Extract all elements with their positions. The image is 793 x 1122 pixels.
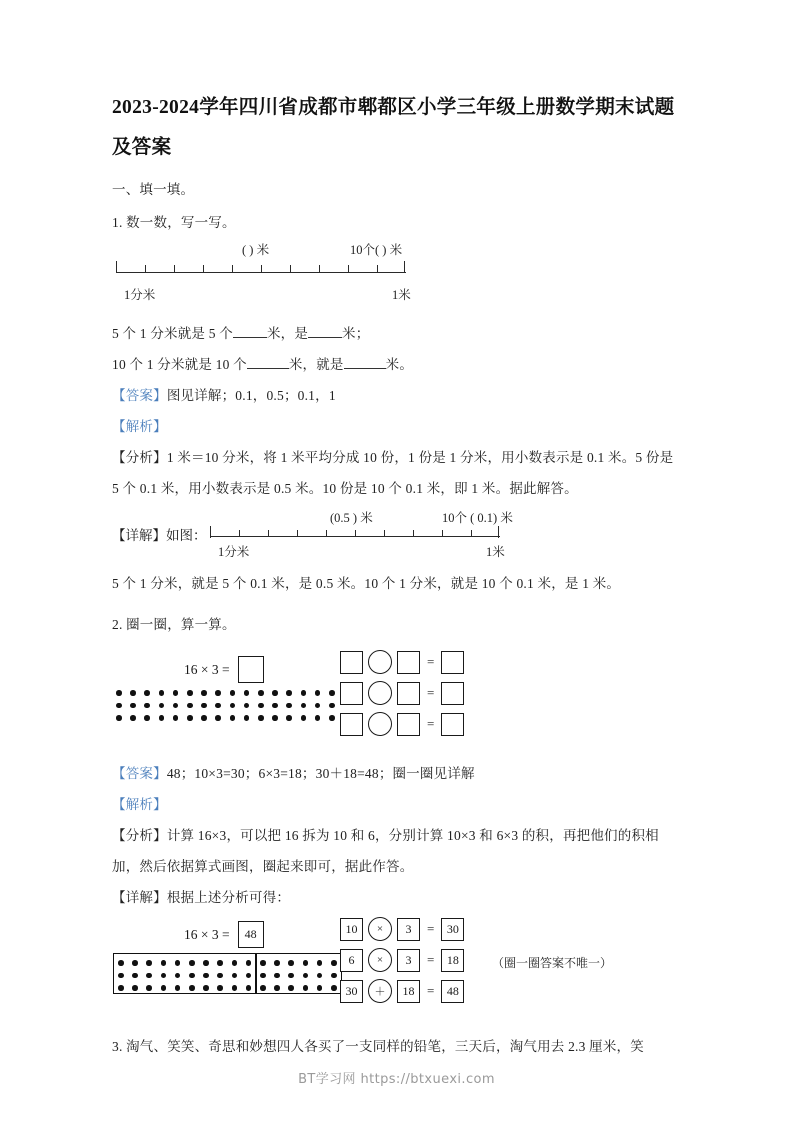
dot bbox=[286, 690, 292, 696]
dot bbox=[201, 690, 207, 696]
seq0-operator-circle: × bbox=[368, 917, 392, 941]
ruler-tick-2 bbox=[174, 265, 175, 272]
detail-prefix-text: 如图： bbox=[166, 528, 207, 543]
ruler-tick-0 bbox=[116, 261, 117, 273]
eq2-result[interactable] bbox=[441, 713, 464, 736]
eq1-operand-b[interactable] bbox=[397, 682, 420, 705]
question-3-prompt: 3. 淘气、笑笑、奇思和妙想四人各买了一支同样的铅笔，三天后，淘气用去 2.3 厘米，笑 bbox=[112, 1039, 644, 1054]
dot bbox=[159, 715, 165, 721]
dot bbox=[116, 703, 122, 709]
answer-label-2: 【答案】 bbox=[112, 766, 167, 781]
detail-prefix-1 bbox=[112, 524, 207, 544]
dot bbox=[244, 703, 250, 709]
ruler-baseline bbox=[116, 272, 406, 273]
dot bbox=[286, 715, 292, 721]
dot bbox=[201, 715, 207, 721]
dot bbox=[130, 703, 136, 709]
dot bbox=[272, 715, 278, 721]
dot bbox=[144, 715, 150, 721]
question-1-ruler-diagram bbox=[112, 243, 682, 308]
question-2-solved-expression-text: 16 × 3 = bbox=[184, 926, 230, 942]
solved-ruler-tick-4 bbox=[326, 530, 327, 537]
dot bbox=[215, 703, 221, 709]
dot bbox=[230, 703, 236, 709]
question-1-answer bbox=[112, 380, 682, 411]
dot bbox=[230, 690, 236, 696]
solved-ruler-tick-7 bbox=[413, 530, 414, 537]
detail-label-2: 【详解】 bbox=[112, 890, 167, 905]
question-2-note: （圈一圈答案不唯一） bbox=[492, 956, 613, 970]
dot bbox=[130, 690, 136, 696]
fill-2-text-a: 10 个 1 分米就是 10 个 bbox=[112, 357, 247, 372]
ruler-tick-10 bbox=[404, 261, 405, 273]
ruler-wrap bbox=[112, 243, 682, 302]
ruler-label-full: 10个( ) 米 bbox=[350, 243, 403, 257]
solved-ruler-caption-meter: 1米 bbox=[486, 545, 505, 559]
question-1-analysis-header bbox=[112, 411, 682, 442]
dot bbox=[215, 715, 221, 721]
dot bbox=[187, 690, 193, 696]
fill-2-text-b: 米，就是 bbox=[288, 357, 344, 372]
question-2-expression bbox=[184, 656, 264, 683]
question-1-fill-line-2 bbox=[112, 349, 682, 380]
fill-1-text-a: 5 个 1 分米就是 5 个 bbox=[112, 326, 233, 341]
solved-ruler-label-half: (0.5 ) 米 bbox=[330, 511, 373, 525]
question-2-blank-equation-row-1 bbox=[340, 681, 464, 705]
dot bbox=[173, 690, 179, 696]
eq0-operator-circle[interactable] bbox=[368, 650, 392, 674]
dot bbox=[258, 703, 264, 709]
seq2-operator-circle: ＋ bbox=[368, 979, 392, 1003]
analysis-header-label: 【解析】 bbox=[112, 419, 167, 434]
dot bbox=[173, 715, 179, 721]
question-1-analysis-text: 1 米＝10 分米，将 1 米平均分成 10 份，1 份是 1 分米，用小数表示是 0.1 米。5 份是 5 个 0.1 米，用小数表示是 0.5 米。10 份是 10 个 0.1 米，即 1 米。据此解答。 bbox=[112, 450, 674, 496]
dot bbox=[272, 703, 278, 709]
dot bbox=[159, 703, 165, 709]
fill-1-text-b: 米，是 bbox=[266, 326, 309, 341]
solved-ruler-tick-2 bbox=[268, 530, 269, 537]
seq2-result: 48 bbox=[441, 980, 464, 1003]
question-2-blank-equation-row-0 bbox=[340, 650, 464, 674]
eq1-result[interactable] bbox=[441, 682, 464, 705]
dot bbox=[329, 715, 335, 721]
eq1-operator-circle[interactable] bbox=[368, 681, 392, 705]
eq1-equals-sign: = bbox=[427, 685, 435, 700]
dot bbox=[258, 715, 264, 721]
seq2-operand-a: 30 bbox=[340, 980, 363, 1003]
fill-1-text-c: 米； bbox=[342, 326, 370, 341]
solved-ruler-caption-decimeter: 1分米 bbox=[218, 545, 250, 559]
question-1-answer-text: 图见详解；0.1，0.5；0.1，1 bbox=[166, 388, 336, 403]
ruler-tick-5 bbox=[261, 265, 262, 272]
dot bbox=[215, 690, 221, 696]
question-2-answer bbox=[112, 758, 682, 789]
eq0-equals-sign: = bbox=[427, 654, 435, 669]
question-1-fill-line-1 bbox=[112, 318, 682, 349]
footer-watermark: BT学习网 https://btxuexi.com bbox=[298, 1072, 495, 1087]
solved-ruler-tick-5 bbox=[355, 530, 356, 537]
eq0-operand-a[interactable] bbox=[340, 651, 363, 674]
question-2-answer-text: 48；10×3=30；6×3=18；30＋18=48；圈一圈见详解 bbox=[166, 766, 475, 781]
ruler-caption-decimeter: 1分米 bbox=[124, 288, 156, 302]
eq2-operator-circle[interactable] bbox=[368, 712, 392, 736]
question-2-analysis bbox=[112, 820, 682, 882]
dot bbox=[230, 715, 236, 721]
dot bbox=[315, 703, 321, 709]
seq1-operand-b: 3 bbox=[397, 949, 420, 972]
analysis-label: 【分析】 bbox=[112, 450, 167, 465]
eq2-operand-a[interactable] bbox=[340, 713, 363, 736]
seq2-equals-sign: = bbox=[427, 983, 435, 998]
fill-2-blank-a[interactable] bbox=[247, 368, 289, 369]
dot bbox=[244, 715, 250, 721]
question-2-detail-text: 根据上述分析可得： bbox=[166, 890, 291, 905]
dot bbox=[201, 703, 207, 709]
fill-2-blank-b[interactable] bbox=[344, 368, 386, 369]
solved-ruler-tick-0 bbox=[210, 526, 211, 538]
solved-ruler-tick-1 bbox=[239, 530, 240, 537]
eq2-operand-b[interactable] bbox=[397, 713, 420, 736]
seq0-equals-sign: = bbox=[427, 921, 435, 936]
dot bbox=[272, 690, 278, 696]
eq2-equals-sign: = bbox=[427, 716, 435, 731]
ruler-tick-3 bbox=[203, 265, 204, 272]
detail-label: 【详解】 bbox=[112, 528, 166, 543]
question-2-analysis-text: 计算 16×3，可以把 16 拆为 10 和 6，分别计算 10×3 和 6×3 的积，再把他们的积相加，然后依据算式画图，圈起来即可，据此作答。 bbox=[112, 828, 659, 874]
dot bbox=[286, 703, 292, 709]
seq1-operator-circle: × bbox=[368, 948, 392, 972]
solved-ruler-tick-6 bbox=[384, 530, 385, 537]
question-2-solved-equation-row-2 bbox=[340, 979, 464, 1003]
question-2-detail bbox=[112, 882, 682, 913]
solved-ruler-tick-8 bbox=[442, 530, 443, 537]
document-content bbox=[112, 88, 682, 1062]
analysis-label-2: 【分析】 bbox=[112, 828, 167, 843]
seq1-equals-sign: = bbox=[427, 952, 435, 967]
answer-label: 【答案】 bbox=[112, 388, 167, 403]
solved-ruler-tick-9 bbox=[471, 530, 472, 537]
question-2-solved-diagram bbox=[112, 917, 682, 1017]
dot bbox=[315, 715, 321, 721]
ruler-tick-1 bbox=[145, 265, 146, 272]
question-2-solved-equation-row-0 bbox=[340, 917, 464, 941]
ruler-tick-6 bbox=[290, 265, 291, 272]
dot bbox=[301, 690, 307, 696]
fill-1-blank-b[interactable] bbox=[308, 337, 342, 338]
dot bbox=[329, 703, 335, 709]
analysis-header-label-2: 【解析】 bbox=[112, 797, 167, 812]
dot bbox=[301, 703, 307, 709]
question-2-solved-result-box: 48 bbox=[238, 921, 264, 948]
dot bbox=[187, 703, 193, 709]
question-2-solved-equation-row-1 bbox=[340, 948, 464, 972]
dot bbox=[315, 690, 321, 696]
dot bbox=[301, 715, 307, 721]
ruler-tick-9 bbox=[377, 265, 378, 272]
dot bbox=[159, 690, 165, 696]
dot bbox=[258, 690, 264, 696]
section-heading: 一、填一填。 bbox=[112, 182, 195, 197]
dot bbox=[244, 690, 250, 696]
fill-2-text-c: 米。 bbox=[385, 357, 414, 372]
page-title: 2023-2024学年四川省成都市郫都区小学三年级上册数学期末试题及答案 bbox=[112, 97, 675, 158]
ruler-tick-8 bbox=[348, 265, 349, 272]
dot bbox=[116, 715, 122, 721]
question-1-detail-ruler-diagram bbox=[112, 506, 682, 562]
question-1-detail-text: 5 个 1 分米，就是 5 个 0.1 米，是 0.5 米。10 个 1 分米，就是 10 个 0.1 米，是 1 米。 bbox=[112, 576, 621, 591]
seq0-operand-a: 10 bbox=[340, 918, 363, 941]
question-2-analysis-header bbox=[112, 789, 682, 820]
eq0-operand-b[interactable] bbox=[397, 651, 420, 674]
dot bbox=[329, 690, 335, 696]
ruler-label-half: ( ) 米 bbox=[242, 243, 270, 257]
ruler-tick-4 bbox=[232, 265, 233, 272]
dot-group-rect bbox=[113, 953, 257, 994]
dot bbox=[144, 690, 150, 696]
solved-ruler-label-full: 10个 ( 0.1) 米 bbox=[442, 511, 513, 525]
eq1-operand-a[interactable] bbox=[340, 682, 363, 705]
question-2-solved-expression bbox=[184, 921, 264, 948]
seq1-operand-a: 6 bbox=[340, 949, 363, 972]
ruler-caption-meter: 1米 bbox=[392, 288, 411, 302]
dot bbox=[116, 690, 122, 696]
dot bbox=[130, 715, 136, 721]
solved-ruler-tick-10 bbox=[498, 526, 499, 538]
seq0-operand-b: 3 bbox=[397, 918, 420, 941]
ruler-tick-7 bbox=[319, 265, 320, 272]
question-2-prompt: 2. 圈一圈，算一算。 bbox=[112, 617, 236, 632]
seq0-result: 30 bbox=[441, 918, 464, 941]
question-1-prompt: 1. 数一数，写一写。 bbox=[112, 215, 236, 230]
question-2-blank-equation-row-2 bbox=[340, 712, 464, 736]
seq1-result: 18 bbox=[441, 949, 464, 972]
eq0-result[interactable] bbox=[441, 651, 464, 674]
dot-group-rect bbox=[255, 953, 342, 994]
dot bbox=[187, 715, 193, 721]
dot bbox=[173, 703, 179, 709]
solved-ruler-tick-3 bbox=[297, 530, 298, 537]
question-2-result-box[interactable] bbox=[238, 656, 264, 683]
question-1-analysis bbox=[112, 442, 682, 504]
fill-1-blank-a[interactable] bbox=[233, 337, 267, 338]
dot bbox=[144, 703, 150, 709]
question-2-expression-text: 16 × 3 = bbox=[184, 661, 230, 677]
question-2-diagram bbox=[112, 648, 682, 752]
seq2-operand-b: 18 bbox=[397, 980, 420, 1003]
